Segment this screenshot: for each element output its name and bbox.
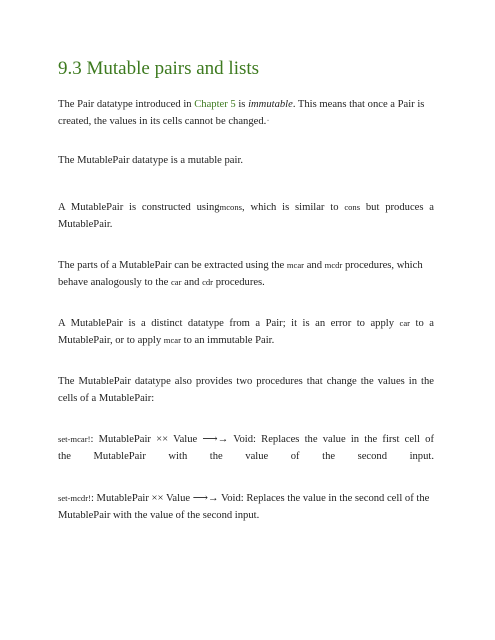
- paragraph-distinct-datatype: [58, 315, 434, 349]
- paragraph-set-mcdr: [58, 490, 434, 524]
- paragraph-mcons: [58, 199, 434, 233]
- text-run: The parts of a MutablePair can be extracted using the: [58, 260, 287, 271]
- text-run: . This means that once a Pair is created, the values in its cells cannot be changed.: [58, 99, 425, 127]
- text-run: but produces a MutablePair.: [58, 202, 434, 230]
- text-run: A MutablePair is constructed using: [58, 202, 220, 213]
- chapter-5-link[interactable]: Chapter 5: [194, 99, 236, 110]
- code-car: car: [170, 277, 182, 287]
- code-mcar: mcar: [163, 335, 181, 345]
- code-car: car: [399, 318, 411, 328]
- code-mcons: mcons: [219, 202, 242, 212]
- text-run: and: [181, 277, 203, 288]
- code-cons: cons: [344, 202, 361, 212]
- emphasis-immutable: immutable: [248, 99, 293, 110]
- paragraph-pair-immutable: [58, 96, 434, 130]
- paragraph-mcar-mcdr: [58, 257, 434, 291]
- code-mcdr: mcdr: [324, 260, 343, 270]
- paragraph-set-mcar: [58, 431, 434, 465]
- text-run: and: [304, 260, 325, 271]
- text-run: : MutablePair ×× Value ⟶→ Void: Replaces the value in the first cell of: [90, 434, 434, 445]
- stray-mark: ·: [266, 116, 270, 127]
- code-set-mcar: set-mcar!: [58, 434, 91, 444]
- section-heading: 9.3 Mutable pairs and lists: [58, 58, 260, 79]
- code-set-mcdr: set-mcdr!: [58, 493, 91, 503]
- text-run: , which is similar to: [241, 202, 345, 213]
- text-run: : MutablePair ×× Value ⟶→ Void: Replaces the value in the second cell of the MutablePair with the value of the second input.: [58, 493, 430, 521]
- text-run: procedures.: [213, 277, 265, 288]
- text-run: procedures, which behave analogously to the: [58, 260, 423, 288]
- text-run: A MutablePair is a distinct datatype from a Pair; it is an error to apply: [58, 318, 400, 329]
- code-cdr: cdr: [202, 277, 214, 287]
- text-run: to an immutable Pair.: [180, 335, 275, 346]
- code-mcar: mcar: [286, 260, 305, 270]
- set-mcar-line-1: [58, 431, 434, 448]
- set-mcar-line-2: the MutablePair with the value of the second input.: [58, 451, 434, 462]
- text-run: The Pair datatype introduced in: [58, 99, 195, 110]
- text-run: to a MutablePair, or to apply: [58, 318, 434, 346]
- text-run: is: [235, 99, 249, 110]
- paragraph-mutablepair-intro: The MutablePair datatype is a mutable pair.: [58, 155, 244, 166]
- paragraph-procedures-intro: The MutablePair datatype also provides two procedures that change the values in the cells of a MutablePair:: [58, 376, 434, 404]
